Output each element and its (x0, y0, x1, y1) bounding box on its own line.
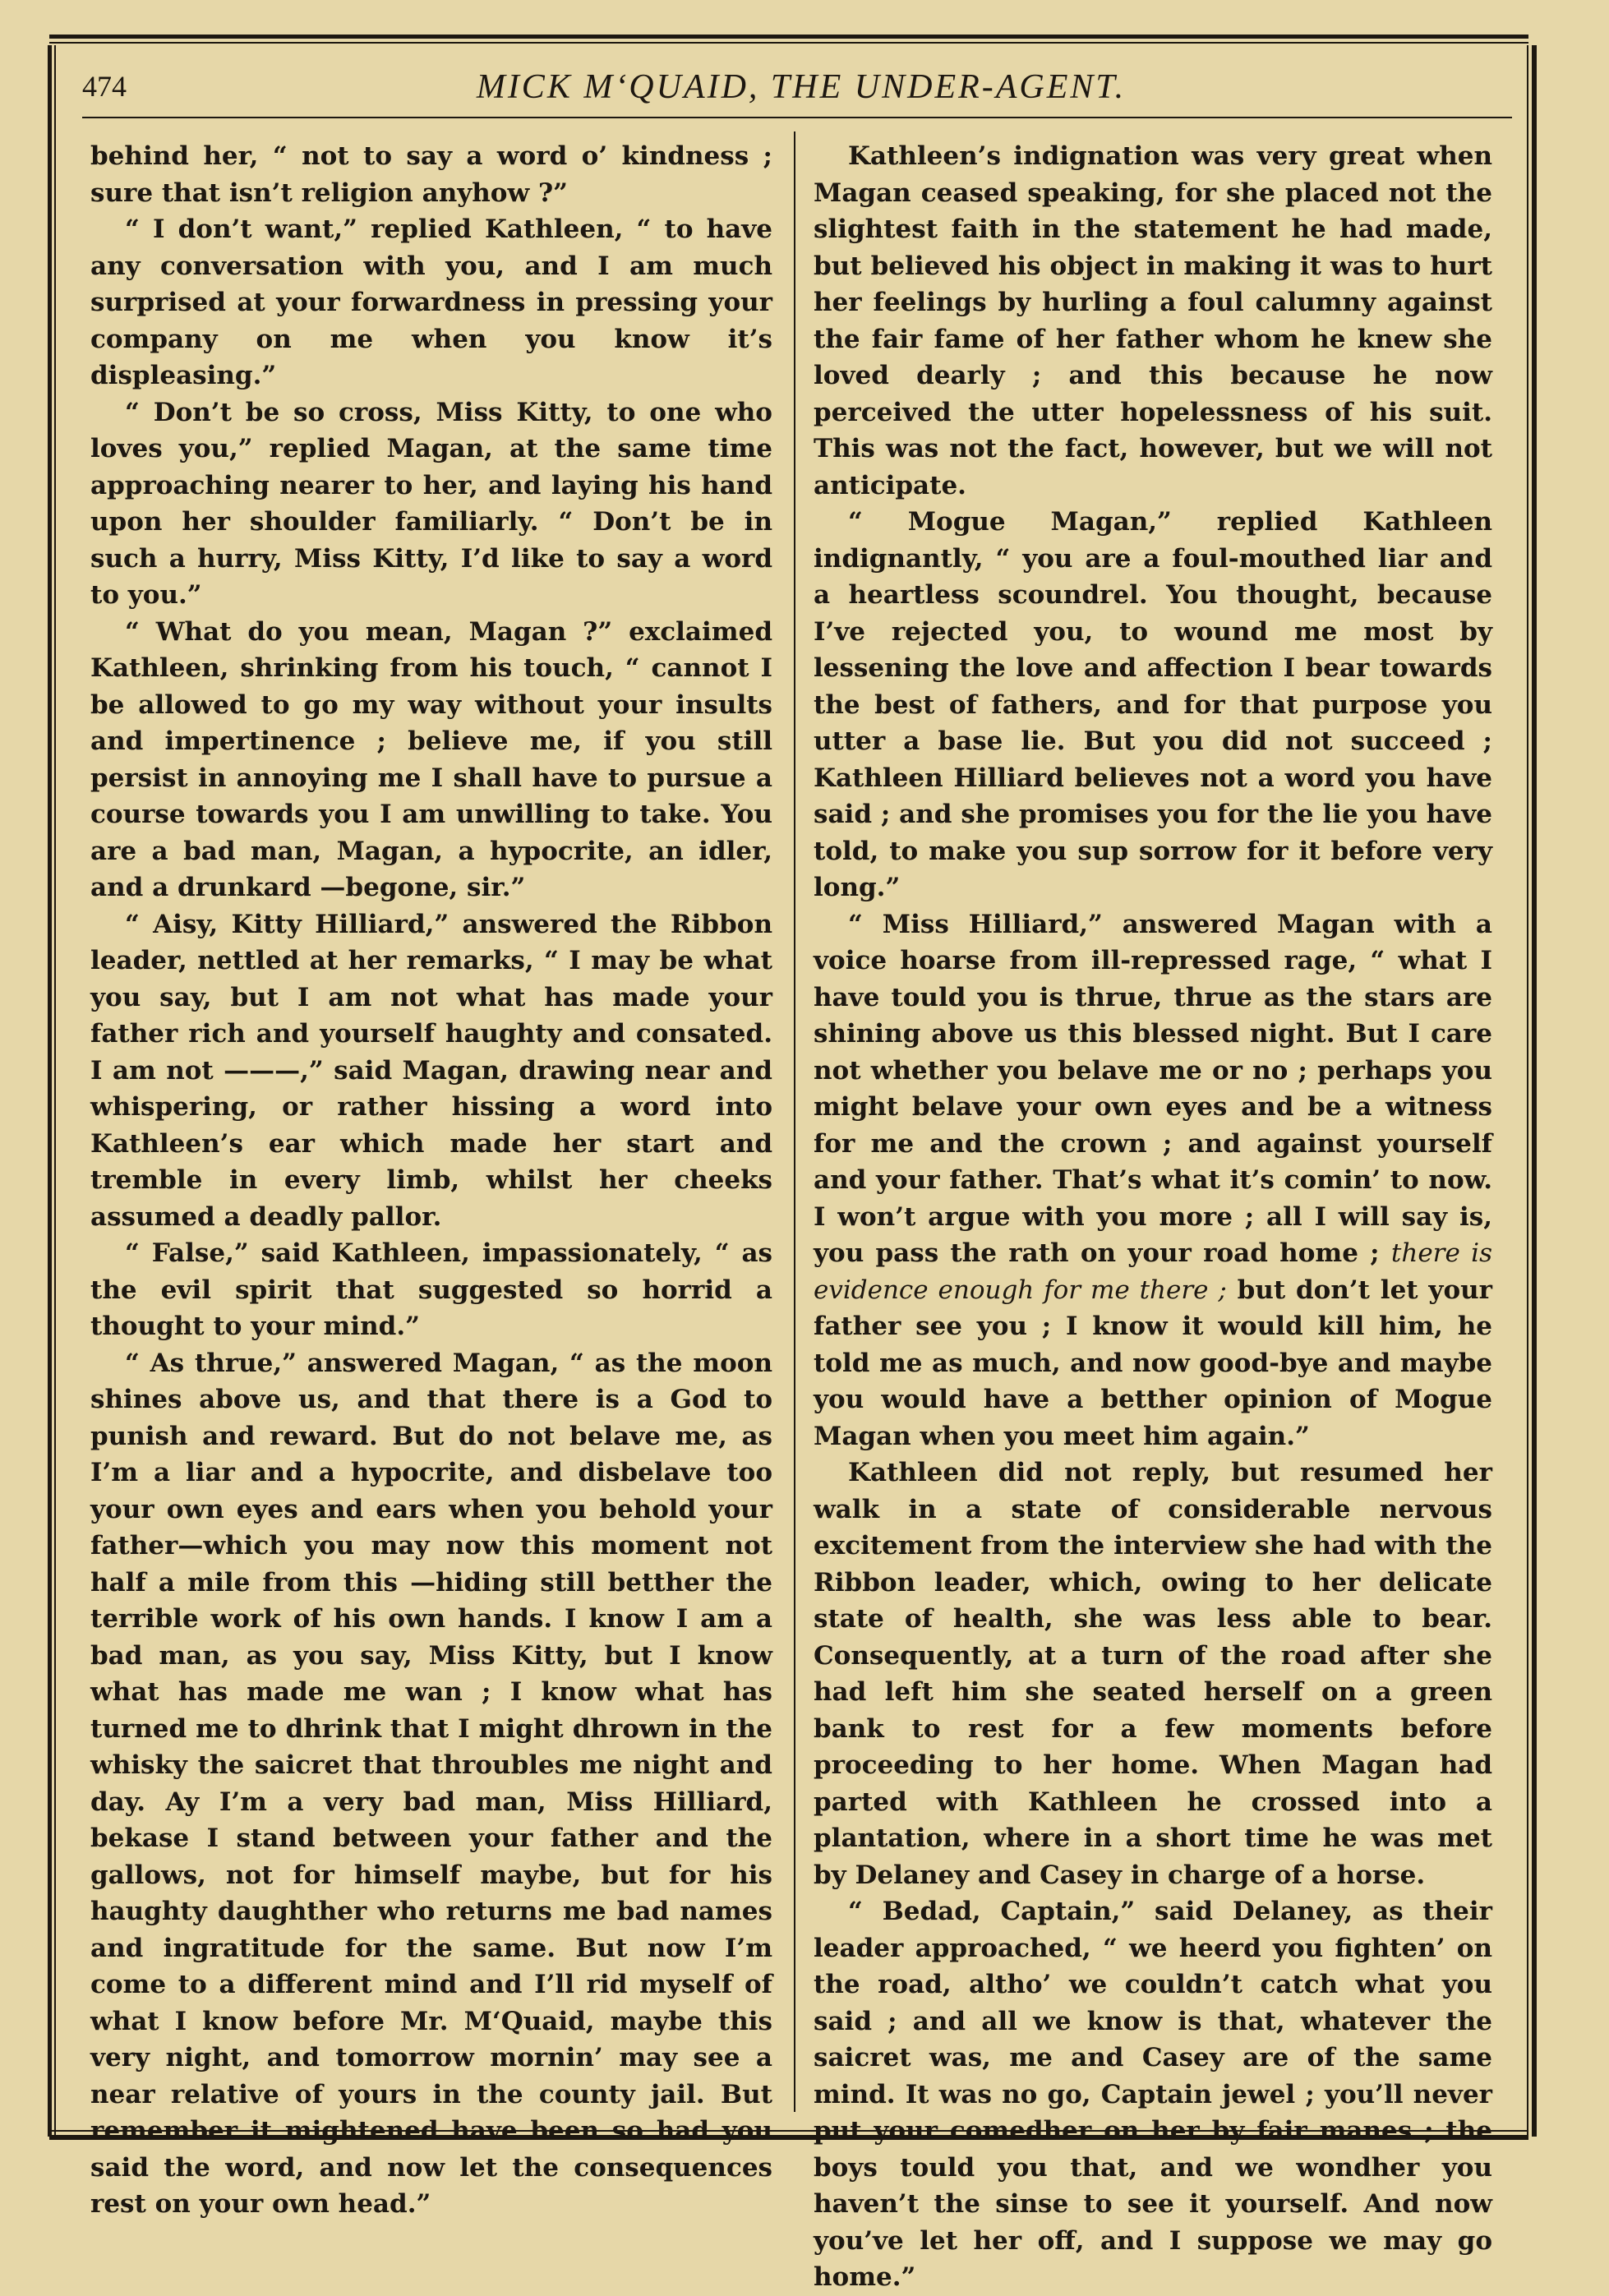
italic-phrase: there is evidence enough for me there ; (814, 1238, 1492, 1305)
left-column (90, 138, 772, 2223)
paragraph-text: but don’t let your father see you ; I know it would kill him, he told me as much, and now good-bye and maybe you would have a betther opinion of Mogue Magan when you meet him again.” (814, 1275, 1492, 1451)
right-border-thick (1532, 45, 1537, 2137)
column-divider (794, 131, 795, 2112)
left-border-thin (54, 45, 56, 2137)
top-border-thick (49, 35, 1528, 39)
paragraph: “ Bedad, Captain,” said Delaney, as their leader approached, “ we heerd you fighten’ on the road, altho’ we couldn’t catch what you said ; and all we know is that, whatever the saicret was, me and Casey are of the same mind. It was no go, Captain jewel ; you’ll never put your comedher on her by fair manes ; the boys tould you that, and we wondher you haven’t the sinse to see it yourself. And now you’ve let her off, and I suppose we may go home.” (814, 1897, 1492, 2292)
paragraph: “ Aisy, Kitty Hilliard,” answered the Ribbon leader, nettled at her remarks, “ I may be what you say, but I am not what has made your father rich and yourself haughty and consated. I am not ———,” said Magan, drawing near and whispering, or rather hissing a word into Kathleen’s ear which made her start and tremble in every limb, whilst her cheeks assumed a deadly pallor. (90, 909, 772, 1232)
paragraph: “ I don’t want,” replied Kathleen, “ to have any conversation with you, and I am much surprised at your forwardness in pressing your company on me when you know it’s displeasing.” (90, 214, 772, 390)
paragraph: “ False,” said Kathleen, impassionately, “ as the evil spirit that suggested so horrid a thought to your mind.” (90, 1238, 772, 1341)
paragraph: “ Mogue Magan,” replied Kathleen indignantly, “ you are a foul-mouthed liar and a heartless scoundrel. You thought, because I’ve rejected you, to wound me most by lessening the love and affection I bear towards the best of fathers, and for that purpose you utter a base lie. But you did not succeed ; Kathleen Hilliard believes not a word you have said ; and she promises you for the lie you have told, to make you sup sorrow for it before very long.” (814, 507, 1492, 902)
page-number: 474 (82, 70, 127, 103)
left-border-thick (48, 45, 52, 2137)
paragraph: “ Don’t be so cross, Miss Kitty, to one who loves you,” replied Magan, at the same time approaching nearer to her, and laying his hand upon her shoulder familiarly. “ Don’t be in such a hurry, Miss Kitty, I’d like to say a word to you.” (90, 397, 772, 610)
header-rule (82, 117, 1512, 118)
paragraph: “ What do you mean, Magan ?” exclaimed Kathleen, shrinking from his touch, “ cannot I be allowed to go my way without your insults and impertinence ; believe me, if you still persist in annoying me I shall have to pursue a course towards you I am unwilling to take. You are a bad man, Magan, a hypocrite, an idler, and a drunkard —begone, sir.” (90, 616, 772, 902)
paragraph: Kathleen’s indignation was very great when Magan ceased speaking, for she placed not the slightest faith in the statement he had made, but believed his object in making it was to hurt her feelings by hurling a foul calumny against the fair fame of her father whom he knew she loved dearly ; and this because he now perceived the utter hopelessness of his suit. This was not the fact, however, but we will not anticipate. (814, 141, 1492, 500)
paragraph-text: “ Miss Hilliard,” answered Magan with a voice hoarse from ill-repressed rage, “ what I have tould you is thrue, thrue as the stars are shining above us this blessed night. But I care not whether you belave me or no ; perhaps you might belave your own eyes and be a witness for me and the crown ; and against yourself and your father. That’s what it’s comin’ to now. I won’t argue with you more ; all I will say is, you pass the rath on your road home ; (814, 909, 1492, 1268)
paragraph: “ As thrue,” answered Magan, “ as the moon shines above us, and that there is a God to punish and reward. But do not belave me, as I’m a liar and a hypocrite, and disbelave too your own eyes and ears when you behold your father—which you may now this moment not half a mile from this —hiding still betther the terrible work of his own hands. I know I am a bad man, as you say, Miss Kitty, but I know what has made me wan ; I know what has turned me to dhrink that I might dhrown in the whisky the saicret that throubles me night and day. Ay I’m a very bad man, Miss Hilliard, bekase I stand between your father and the gallows, not for himself maybe, but for his haughty daughther who returns me bad names and ingratitude for the same. But now I’m come to a different mind and I’ll rid myself of what I know before Mr. M‘Quaid, maybe this very night, and tomorrow mornin’ may see a near relative of yours in the county jail. But remember it mightened have been so had you said the word, and now let the consequences rest on your own head.” (90, 1348, 772, 2219)
running-title: MICK M‘QUAID, THE UNDER-AGENT. (476, 68, 1127, 106)
paragraph (814, 906, 1492, 1455)
top-border-thin (49, 42, 1528, 44)
right-border-thin (1527, 45, 1528, 2137)
paragraph: Kathleen did not reply, but resumed her walk in a state of considerable nervous excitement from the interview she had with the Ribbon leader, which, owing to her delicate state of health, she was less able to bear. Consequently, at a turn of the road after she had left him she seated herself on a green bank to rest for a few moments before proceeding to her home. When Magan had parted with Kathleen he crossed into a plantation, where in a short time he was met by Delaney and Casey in charge of a horse. (814, 1458, 1492, 1890)
paragraph: behind her, “ not to say a word o’ kindness ; sure that isn’t religion anyhow ?” (90, 141, 772, 208)
right-column (814, 138, 1492, 2296)
